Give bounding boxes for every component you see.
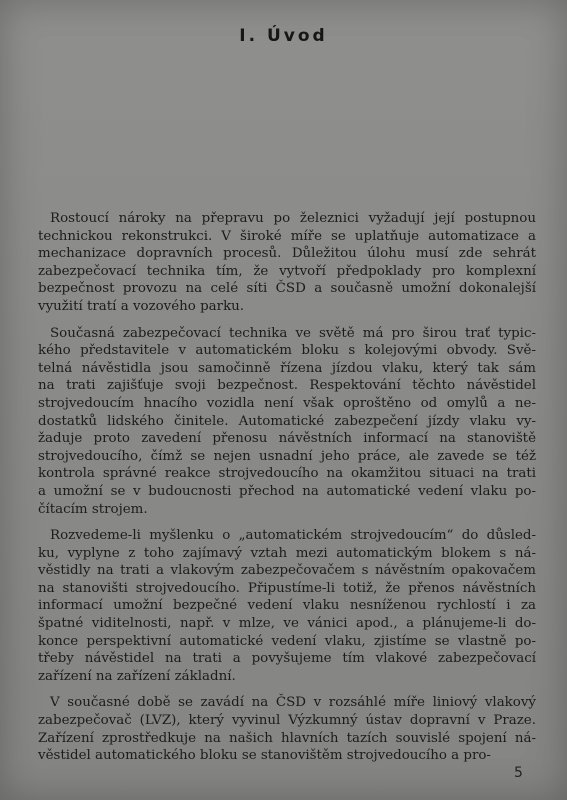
text-line: kého představitele v automatickém bloku s kolejovými obvody. Svě- — [38, 343, 536, 359]
text-line: špatné viditelnosti, např. v mlze, ve vánici apod., a plánujeme-li do- — [38, 616, 536, 632]
text-line: konce perspektivní automatické vedení vlaku, zjistíme se vlastně po- — [38, 633, 536, 649]
page-number: 5 — [514, 765, 523, 781]
text-line: mechanizace dopravních procesů. Důležitou úlohu musí zde sehrát — [38, 246, 536, 262]
text-line: ku, vyplyne z toho zajímavý vztah mezi automatickým blokem s ná- — [38, 545, 536, 561]
text-line: bezpečnost provozu na celé síti ČSD a současně umožní dokonalejší — [38, 281, 536, 297]
text-line: V současné době se zavádí na ČSD v rozsáhlé míře liniový vlakový — [50, 695, 536, 711]
chapter-heading: I. Úvod — [239, 26, 328, 46]
paragraph — [38, 325, 536, 519]
text-line: zařízení na zařízení základní. — [38, 668, 236, 684]
paragraph — [38, 527, 536, 685]
text-line: na trati zajišťuje svoji bezpečnost. Respektování těchto návěstidel — [38, 378, 536, 394]
text-line: telná návěstidla jsou samočinně řízena jízdou vlaku, který tak sám — [38, 360, 536, 376]
text-line: Zařízení zprostředkuje na našich hlavních tazích souvislé spojení ná- — [38, 730, 536, 746]
text-line: kontrola správné reakce strojvedoucího na okamžitou situaci na trati — [38, 466, 536, 482]
text-line: Rostoucí nároky na přepravu po železnici vyžadují její postupnou — [50, 211, 536, 226]
text-line: věstidly na trati a vlakovým zabezpečovačem s návěstním opakovačem — [38, 563, 536, 579]
text-line: třeby návěstidel na trati a povyšujeme tím vlakové zabezpečovací — [38, 651, 536, 667]
text-line: strojvedoucího, čímž se nejen usnadní jeho práce, ale zavede se též — [38, 448, 536, 464]
text-line: Současná zabezpečovací technika ve světě má pro širou trať typic- — [50, 325, 536, 341]
text-line: věstidel automatického bloku se stanovištěm strojvedoucího a pro- — [38, 748, 491, 764]
text-line: Rozvedeme-li myšlenku o „automatickém strojvedoucím“ do důsled- — [50, 528, 536, 544]
text-line: informací umožní bezpečné vedení vlaku nesníženou rychlostí i za — [38, 598, 536, 614]
text-line: dostatků lidského činitele. Automatické zabezpečení jízdy vlaku vy- — [38, 413, 536, 429]
text-line: využití tratí a vozového parku. — [38, 298, 245, 314]
body-text — [38, 210, 536, 774]
paragraph — [38, 694, 536, 764]
text-line: zabezpečovací technika tím, že vytvoří předpoklady pro komplexní — [38, 263, 536, 279]
text-line: na stanovišti strojvedoucího. Připustíme-li totiž, že přenos návěstních — [38, 580, 536, 596]
text-line: čítacím strojem. — [38, 501, 148, 517]
text-line: zabezpečovač (LVZ), který vyvinul Výzkumný ústav dopravní v Praze. — [38, 713, 536, 729]
paragraph — [38, 210, 536, 316]
text-line: a umožní se v budoucnosti přechod na automatické vedení vlaku po- — [38, 483, 536, 499]
text-line: žaduje proto zavedení přenosu návěstních informací na stanoviště — [38, 431, 536, 447]
text-line: technickou rekonstrukci. V široké míře se uplatňuje automatizace a — [38, 228, 536, 244]
text-line: strojvedoucím hnacího vozidla není však oproštěno od omylů a ne- — [38, 395, 536, 411]
